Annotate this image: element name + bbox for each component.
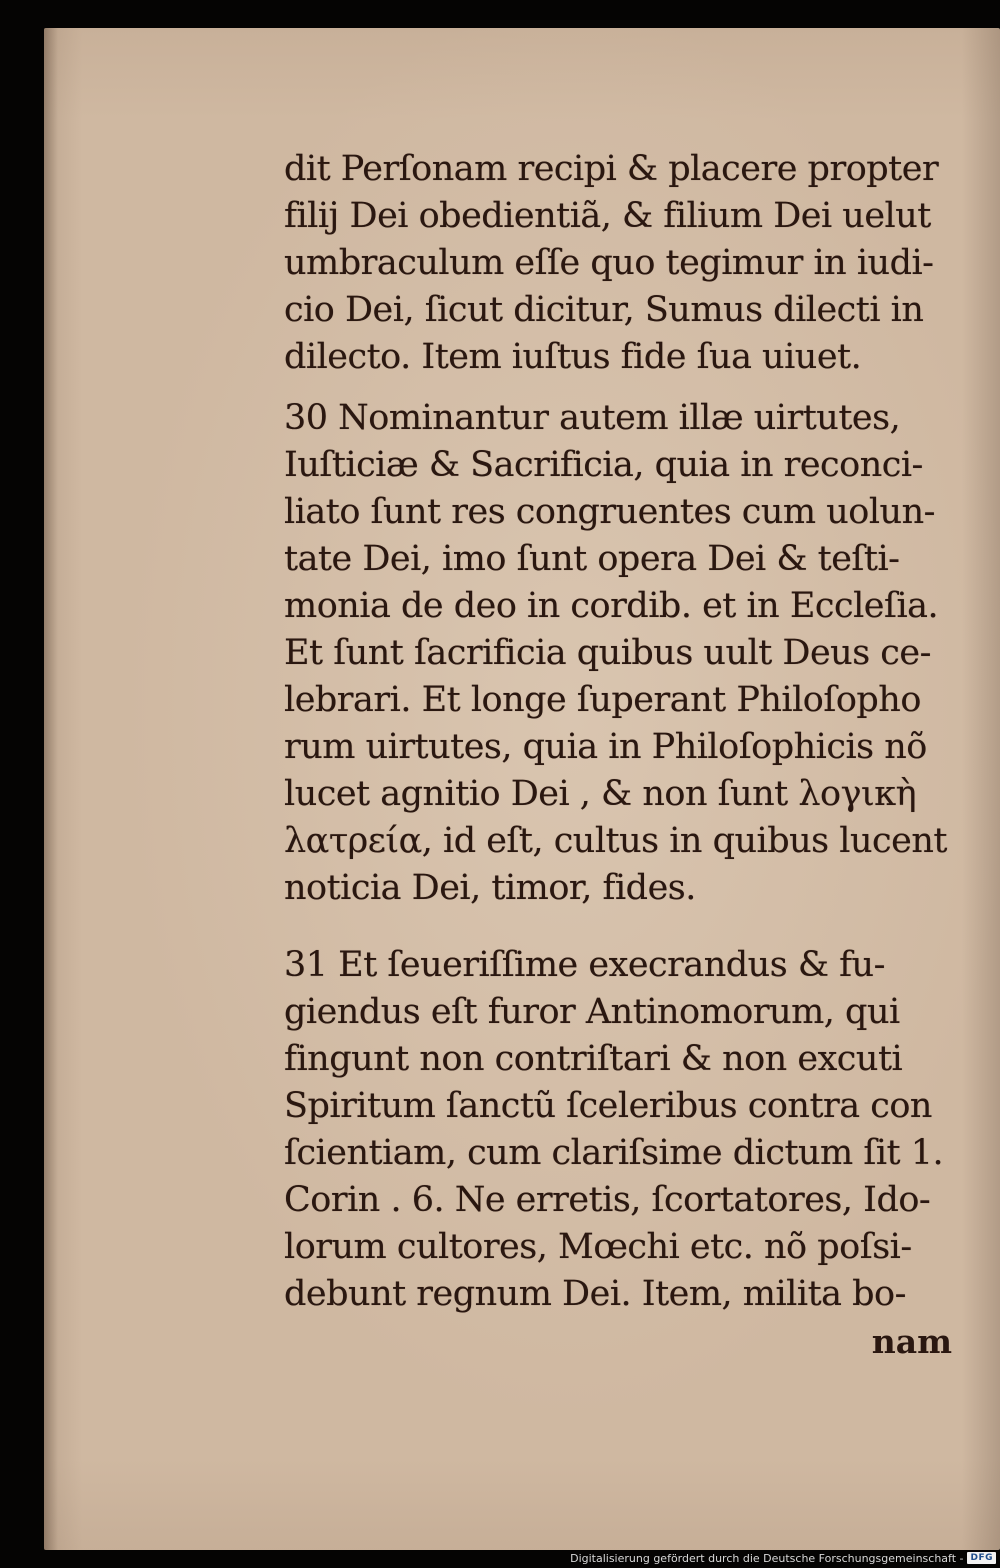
- credit-text: Digitalisierung gefördert durch die Deutsche Forschungsgemeinschaft -: [570, 1551, 964, 1565]
- text-line: dilecto. Item iuſtus fide ſua uiuet.: [284, 337, 862, 377]
- dfg-logo: DFG: [967, 1552, 996, 1564]
- paragraph-31-line: fingunt non contriſtari & non excuti: [284, 1039, 903, 1079]
- paragraph-31-line: debunt regnum Dei. Item, milita bo-: [284, 1274, 906, 1314]
- paragraph-30-line: Iuſticiæ & Sacrificia, quia in reconci-: [284, 445, 923, 485]
- paragraph-31-line: lorum cultores, Mœchi etc. nõ poſsi-: [284, 1227, 912, 1267]
- text-line: umbraculum eſſe quo tegimur in iudi-: [284, 243, 934, 283]
- paragraph-31-line: 31 Et ſeueriſſime execrandus & fu-: [284, 945, 885, 985]
- paragraph-30-line: tate Dei, imo ſunt opera Dei & teſti-: [284, 539, 900, 579]
- text-line: filij Dei obedientiã, & filium Dei uelut: [284, 196, 931, 236]
- paragraph-30-line: monia de deo in cordib. et in Eccleſia.: [284, 586, 939, 626]
- text-line: dit Perſonam recipi & placere propter: [284, 149, 939, 189]
- paragraph-30-line: lebrari. Et longe ſuperant Philoſopho: [284, 680, 921, 720]
- paragraph-30-line: Et ſunt ſacrificia quibus uult Deus ce-: [284, 633, 931, 673]
- paragraph-30-line: liato ſunt res congruentes cum uolun-: [284, 492, 935, 532]
- page-gutter-shadow: [44, 28, 58, 1550]
- paragraph-31-line: Spiritum ſanctũ ſceleribus contra con: [284, 1086, 932, 1126]
- digitization-credit: [570, 1550, 996, 1566]
- paragraph-30-line: 30 Nominantur autem illæ uirtutes,: [284, 398, 901, 438]
- paragraph-30-line: noticia Dei, timor, fides.: [284, 868, 696, 908]
- paragraph-gap: [284, 912, 956, 942]
- text-line: cio Dei, ſicut dicitur, Sumus dilecti in: [284, 290, 924, 330]
- paragraph-30-line: λατρεία, id eſt, cultus in quibus lucent: [284, 821, 947, 861]
- paragraph-gap: [284, 381, 956, 395]
- paragraph-31-line: ſcientiam, cum clariſsime dictum ſit 1.: [284, 1133, 944, 1173]
- book-page: [44, 28, 1000, 1550]
- catchword: nam: [871, 1322, 952, 1361]
- paragraph-31-line: giendus eſt furor Antinomorum, qui: [284, 992, 900, 1032]
- paragraph-30-line: rum uirtutes, quia in Philoſophicis nõ: [284, 727, 927, 767]
- page-text: [284, 146, 956, 1365]
- paragraph-31-line: Corin . 6. Ne erretis, ſcortatores, Ido-: [284, 1180, 931, 1220]
- paragraph-30-line: lucet agnitio Dei , & non ſunt λογικὴ: [284, 774, 917, 814]
